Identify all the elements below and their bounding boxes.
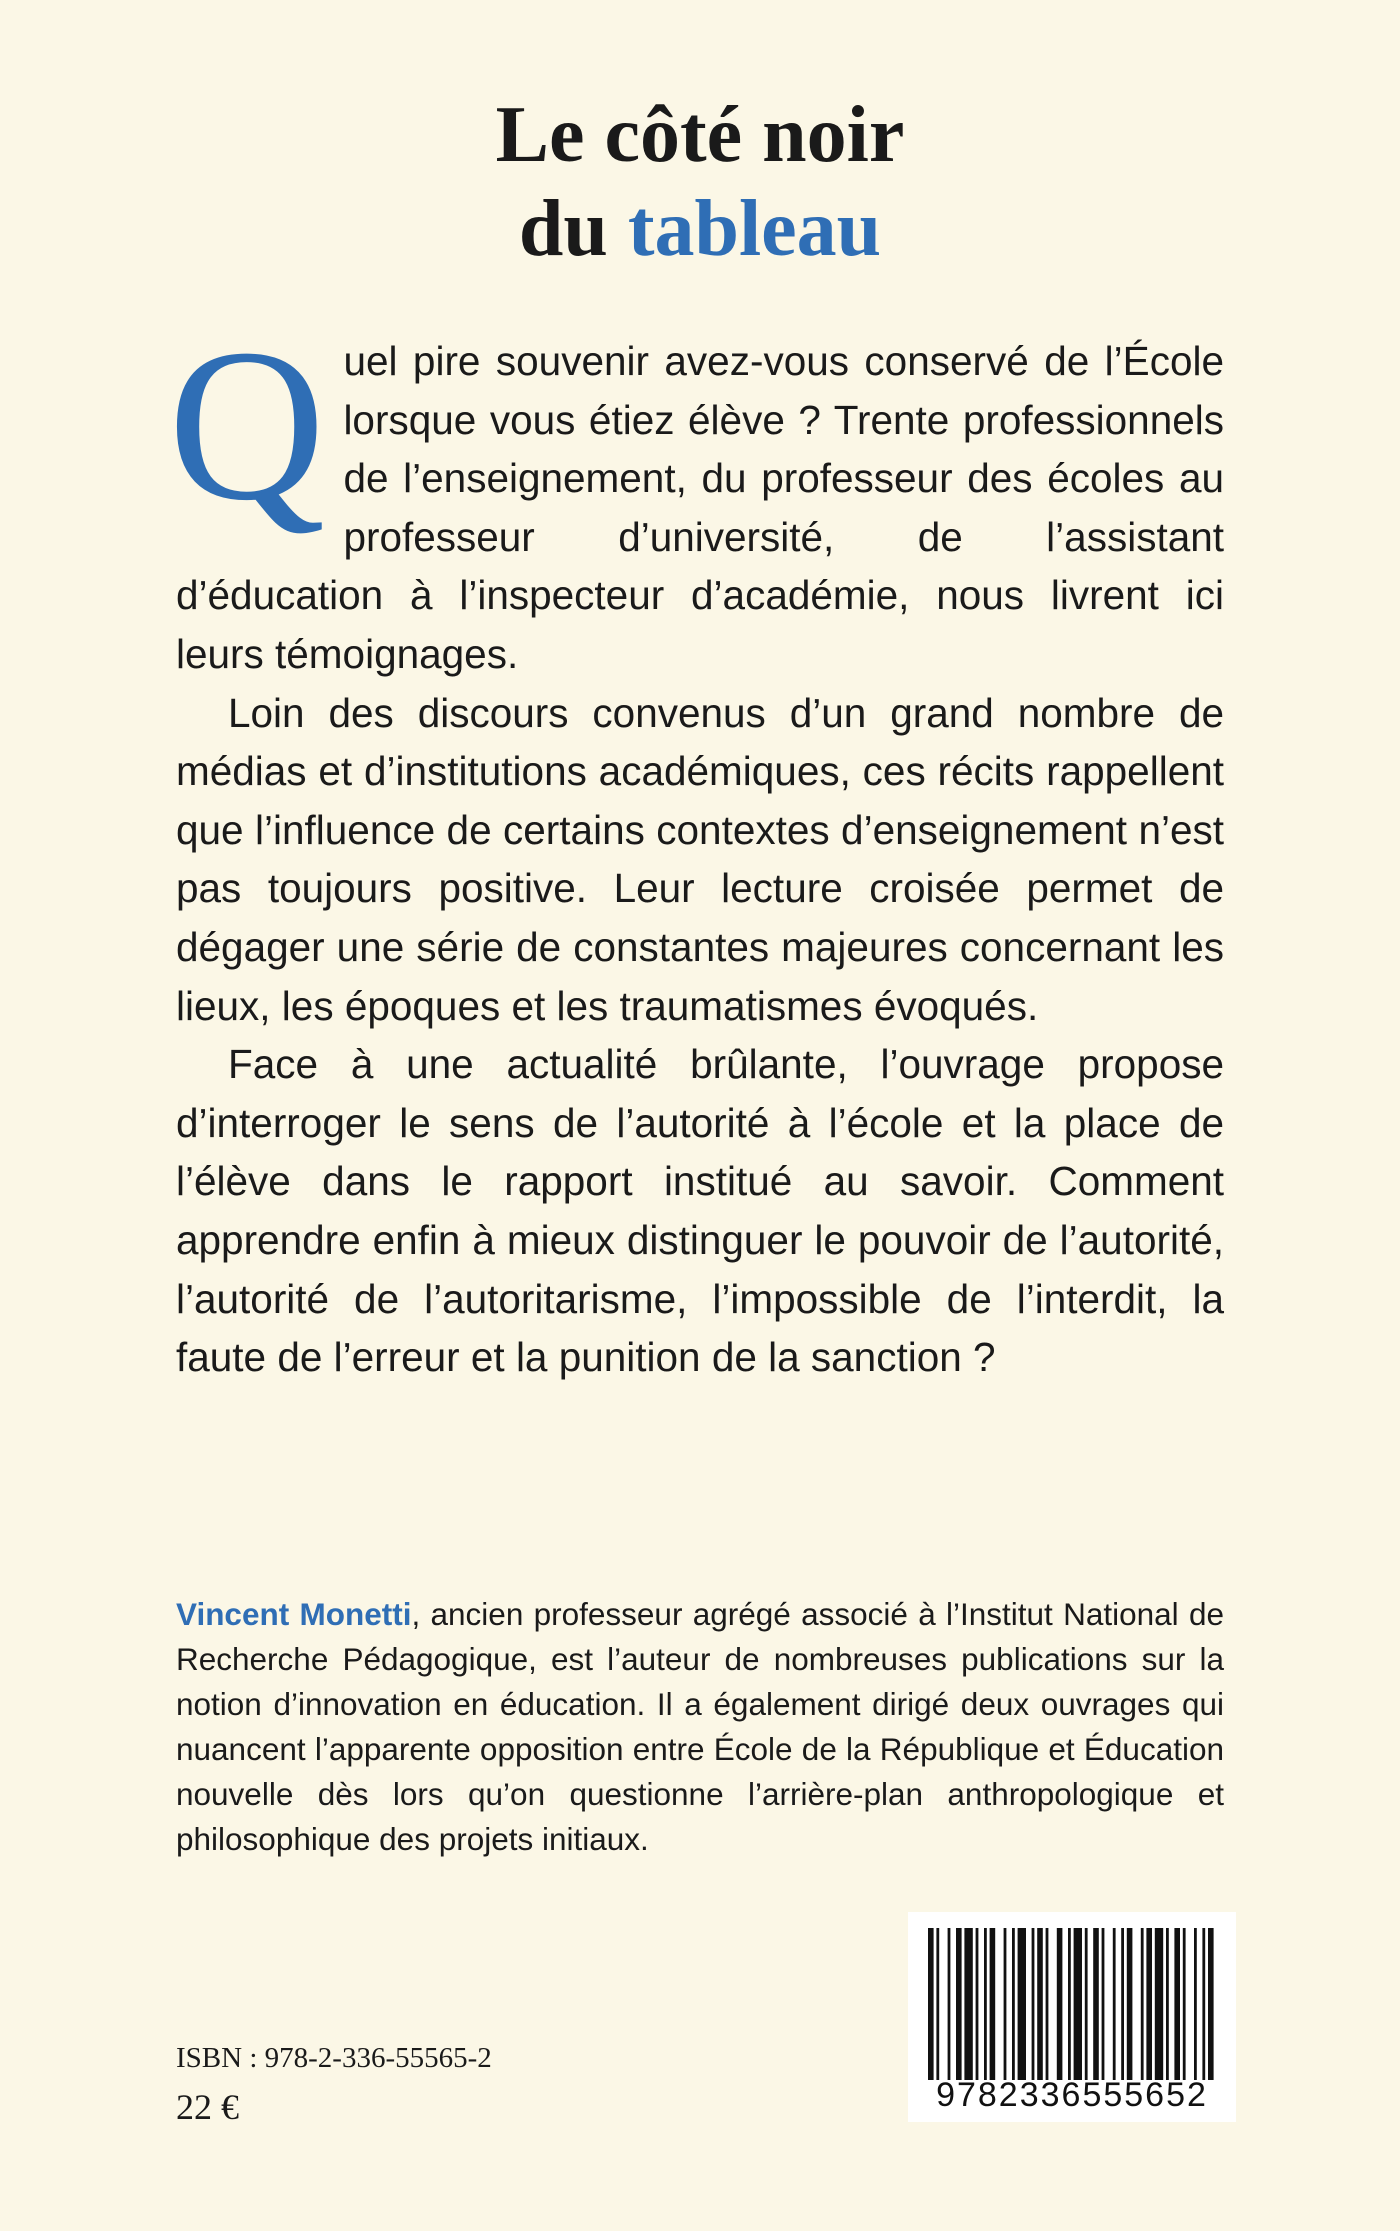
barcode-bar (936, 1928, 939, 2080)
barcode-bar (1146, 1928, 1152, 2080)
barcode-bar (1093, 1928, 1099, 2080)
barcode-bar (964, 1928, 972, 2080)
price-label: 22 € (176, 2087, 239, 2127)
barcode-bar (1141, 1928, 1144, 2080)
barcode (908, 1912, 1236, 2122)
back-cover-blurb (168, 305, 1224, 1387)
barcode-bar (928, 1928, 934, 2080)
barcode-bar (1085, 1928, 1088, 2080)
barcode-bar (1046, 1928, 1049, 2080)
barcode-bar (1068, 1928, 1071, 2080)
book-title (0, 88, 1400, 276)
barcode-bar (956, 1928, 962, 2080)
barcode-bars (922, 1928, 1222, 2080)
barcode-bar (948, 1928, 951, 2080)
barcode-bar (1004, 1928, 1007, 2080)
barcode-bar (1018, 1928, 1026, 2080)
barcode-bar (1194, 1928, 1197, 2080)
title-line-2 (0, 182, 1400, 276)
isbn-label: ISBN : 978-2-336-55565-2 (176, 2042, 492, 2074)
barcode-bar (1121, 1928, 1124, 2080)
barcode-bar (1012, 1928, 1015, 2080)
barcode-bar (1127, 1928, 1133, 2080)
blurb-paragraph-2: Loin des discours convenus d’un grand nombre de médias et d’institutions académiques, ces récits rappellent que l’influence de certains contextes d’enseignement n’est pas toujours positive. Leur lecture croisée permet de dégager une série de constantes majeures concernant les lieux, les époques et les traumatismes évoqués. (176, 689, 1224, 1029)
barcode-bar (976, 1928, 979, 2080)
barcode-bar (1155, 1928, 1163, 2080)
barcode-bar (1032, 1928, 1035, 2080)
barcode-bar (1208, 1928, 1214, 2080)
blurb-paragraph-1-text: uel pire souvenir avez-vous conservé de l’École lorsque vous étiez élève ? Trente professionnels de l’enseignement, du professeur des écoles au professeur d’université, de l’assistant d’éducation à l’inspecteur d’académie, nous livrent ici leurs témoignages. (176, 338, 1224, 677)
title-line-1: Le côté noir (495, 91, 905, 179)
barcode-bar (984, 1928, 987, 2080)
author-bio (176, 1592, 1224, 1862)
drop-cap: Q (168, 305, 326, 546)
barcode-bar (990, 1928, 996, 2080)
blurb-paragraph-3: Face à une actualité brûlante, l’ouvrage propose d’interroger le sens de l’autorité à l’école et la place de l’élève dans le rapport institué au savoir. Comment apprendre enfin à mieux distinguer le pouvoir de l’autorité, l’autorité de l’autoritarisme, l’impossible de l’interdit, la faute de l’erreur et la punition de la sanction ? (176, 1041, 1224, 1381)
barcode-bar (1037, 1928, 1043, 2080)
barcode-bar (1113, 1928, 1116, 2080)
blurb-paragraph-1 (168, 305, 1224, 684)
author-name: Vincent Monetti (176, 1596, 412, 1632)
barcode-bar (1074, 1928, 1082, 2080)
barcode-bar (1174, 1928, 1180, 2080)
barcode-bar (1102, 1928, 1105, 2080)
barcode-bar (1202, 1928, 1205, 2080)
barcode-digits: 9782336555652 (936, 2076, 1208, 2114)
author-bio-text: , ancien professeur agrégé associé à l’Institut National de Recherche Pédagogique, est l’auteur de nombreuses publications sur la notion d’innovation en éducation. Il a également dirigé deux ouvrages qui nuancent l’apparente opposition entre École de la République et Éducation nouvelle dès lors qu’on questionne l’arrière-plan anthropologique et philosophique des projets initiaux. (176, 1596, 1224, 1857)
title-line-2-prefix: du (518, 185, 628, 273)
barcode-bar (1057, 1928, 1063, 2080)
title-accent-word: tableau (627, 185, 882, 273)
barcode-bar (1183, 1928, 1186, 2080)
barcode-bar (1166, 1928, 1169, 2080)
